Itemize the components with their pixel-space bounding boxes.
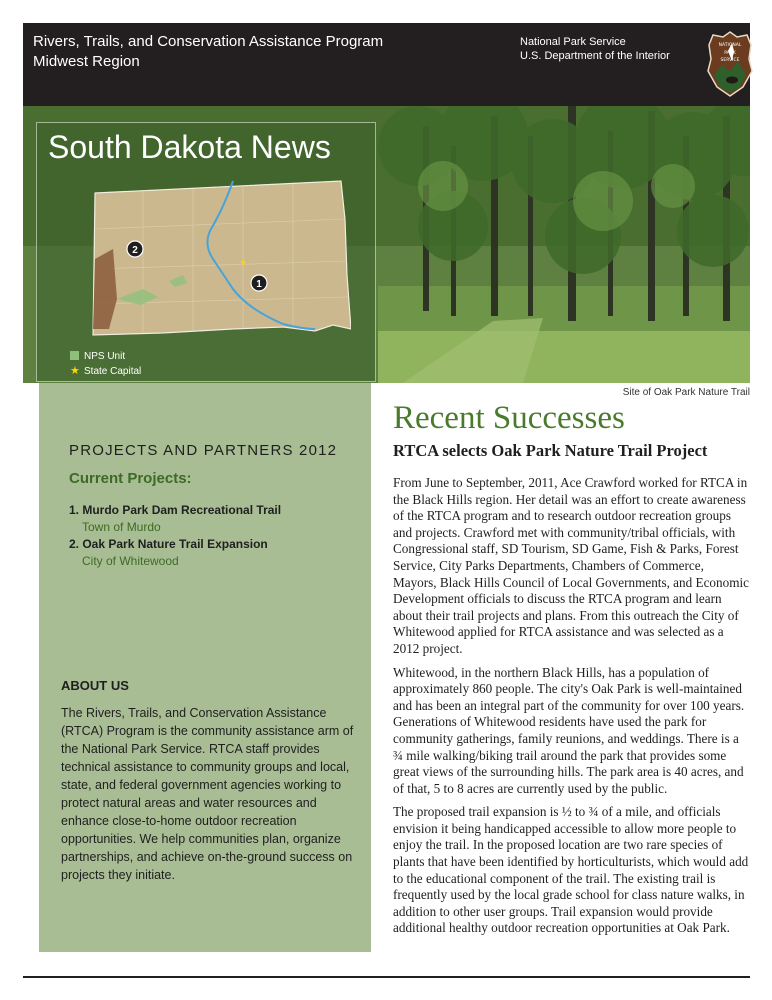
article-paragraph: The proposed trail expansion is ½ to ¾ of a mile, and officials envision it being handicapped accessible to allow more people to enjoy the trail. In the proposed location are two rare species of plants that have been identified by horticulturists, which would add to the educational component of the trail. The existing trail is frequently used by the local grade school for class nature walks, in addition to other user groups. Trail expansion would provide additional healthy outdoor recreation opportunities at Oak Park. (393, 804, 749, 936)
marker-2-label: 2 (132, 245, 138, 256)
legend-nps-unit: NPS Unit (70, 349, 141, 364)
logo-text-2: PARK (724, 51, 736, 56)
header-banner (23, 23, 750, 106)
about-us-heading: ABOUT US (61, 678, 129, 693)
project-name: 1. Murdo Park Dam Recreational Trail (69, 503, 282, 517)
project-item (69, 536, 281, 570)
star-icon: ★ (70, 365, 80, 377)
project-partner: Town of Murdo (82, 520, 161, 534)
nps-unit-swatch-icon (70, 351, 79, 360)
state-capital-star-icon: ★ (238, 257, 248, 267)
map-legend (70, 349, 141, 379)
newsletter-title: South Dakota News (48, 129, 331, 165)
article-paragraph: Whitewood, in the northern Black Hills, has a population of approximately 860 people. The city's Oak Park is well-maintained and has been an integral part of the community for over 100 years. Generations of Whitewood residents have used the park for community gatherings, family reunions, and weddings. There is a ¾ mile walking/biking trail around the park that provides some great views of the surrounding hills. The park area is 40 acres, and of that, 5 to 8 acres are currently used by the public. (393, 664, 745, 796)
article-paragraph: From June to September, 2011, Ace Crawford worked for RTCA in the Black Hills region. Her detail was an effort to create awareness of the RTCA program and to research outdoor recreation groups and projects. Crawford met with community/tribal officials, with Congressional staff, SD Tourism, SD Game, Fish & Parks, Forest Service, City Parks Departments, Chambers of Commerce, Mayors, Black Hills Council of Local Governments, and Economic Development officials to discuss the RTCA program and learn about their trail projects and plans. From this outreach the City of Whitewood applied for RTCA assistance and was selected as a 2012 project. (393, 475, 749, 656)
agency-name: National Park Service (520, 36, 626, 48)
project-list (69, 502, 281, 570)
logo-text-1: NATIONAL (718, 43, 742, 48)
project-item (69, 502, 281, 536)
photo-caption: Site of Oak Park Nature Trail (622, 387, 750, 398)
program-name: Rivers, Trails, and Conservation Assistance Program (33, 33, 384, 50)
logo-text-3: SERVICE (720, 58, 740, 63)
marker-1-label: 1 (256, 279, 262, 290)
department-name: U.S. Department of the Interior (520, 50, 670, 62)
article-body (393, 475, 750, 944)
map-panel (36, 122, 376, 382)
region-name: Midwest Region (33, 53, 140, 70)
about-us-text: The Rivers, Trails, and Conservation Assistance (RTCA) Program is the community assistance arm of the National Park Service. RTCA staff provides technical assistance to community groups and local, state, and federal government agencies working to protect natural areas and water resources and enhance close-to-home outdoor recreation opportunities. We help communities plan, organize partnerships, and achieve on-the-ground success on projects they initiate. (61, 706, 354, 882)
current-projects-heading: Current Projects: (69, 470, 192, 487)
legend-state-capital: ★ State Capital (70, 365, 142, 377)
sidebar (39, 383, 371, 952)
article-title: Recent Successes (393, 400, 625, 436)
projects-partners-heading: PROJECTS AND PARTNERS 2012 (69, 442, 338, 459)
article-subtitle: RTCA selects Oak Park Nature Trail Project (393, 441, 708, 460)
project-name: 2. Oak Park Nature Trail Expansion (69, 537, 268, 551)
hero-photo (23, 106, 750, 383)
footer-rule (23, 976, 750, 978)
south-dakota-map (83, 179, 351, 347)
project-partner: City of Whitewood (82, 554, 179, 568)
nps-arrowhead-logo (706, 31, 754, 97)
